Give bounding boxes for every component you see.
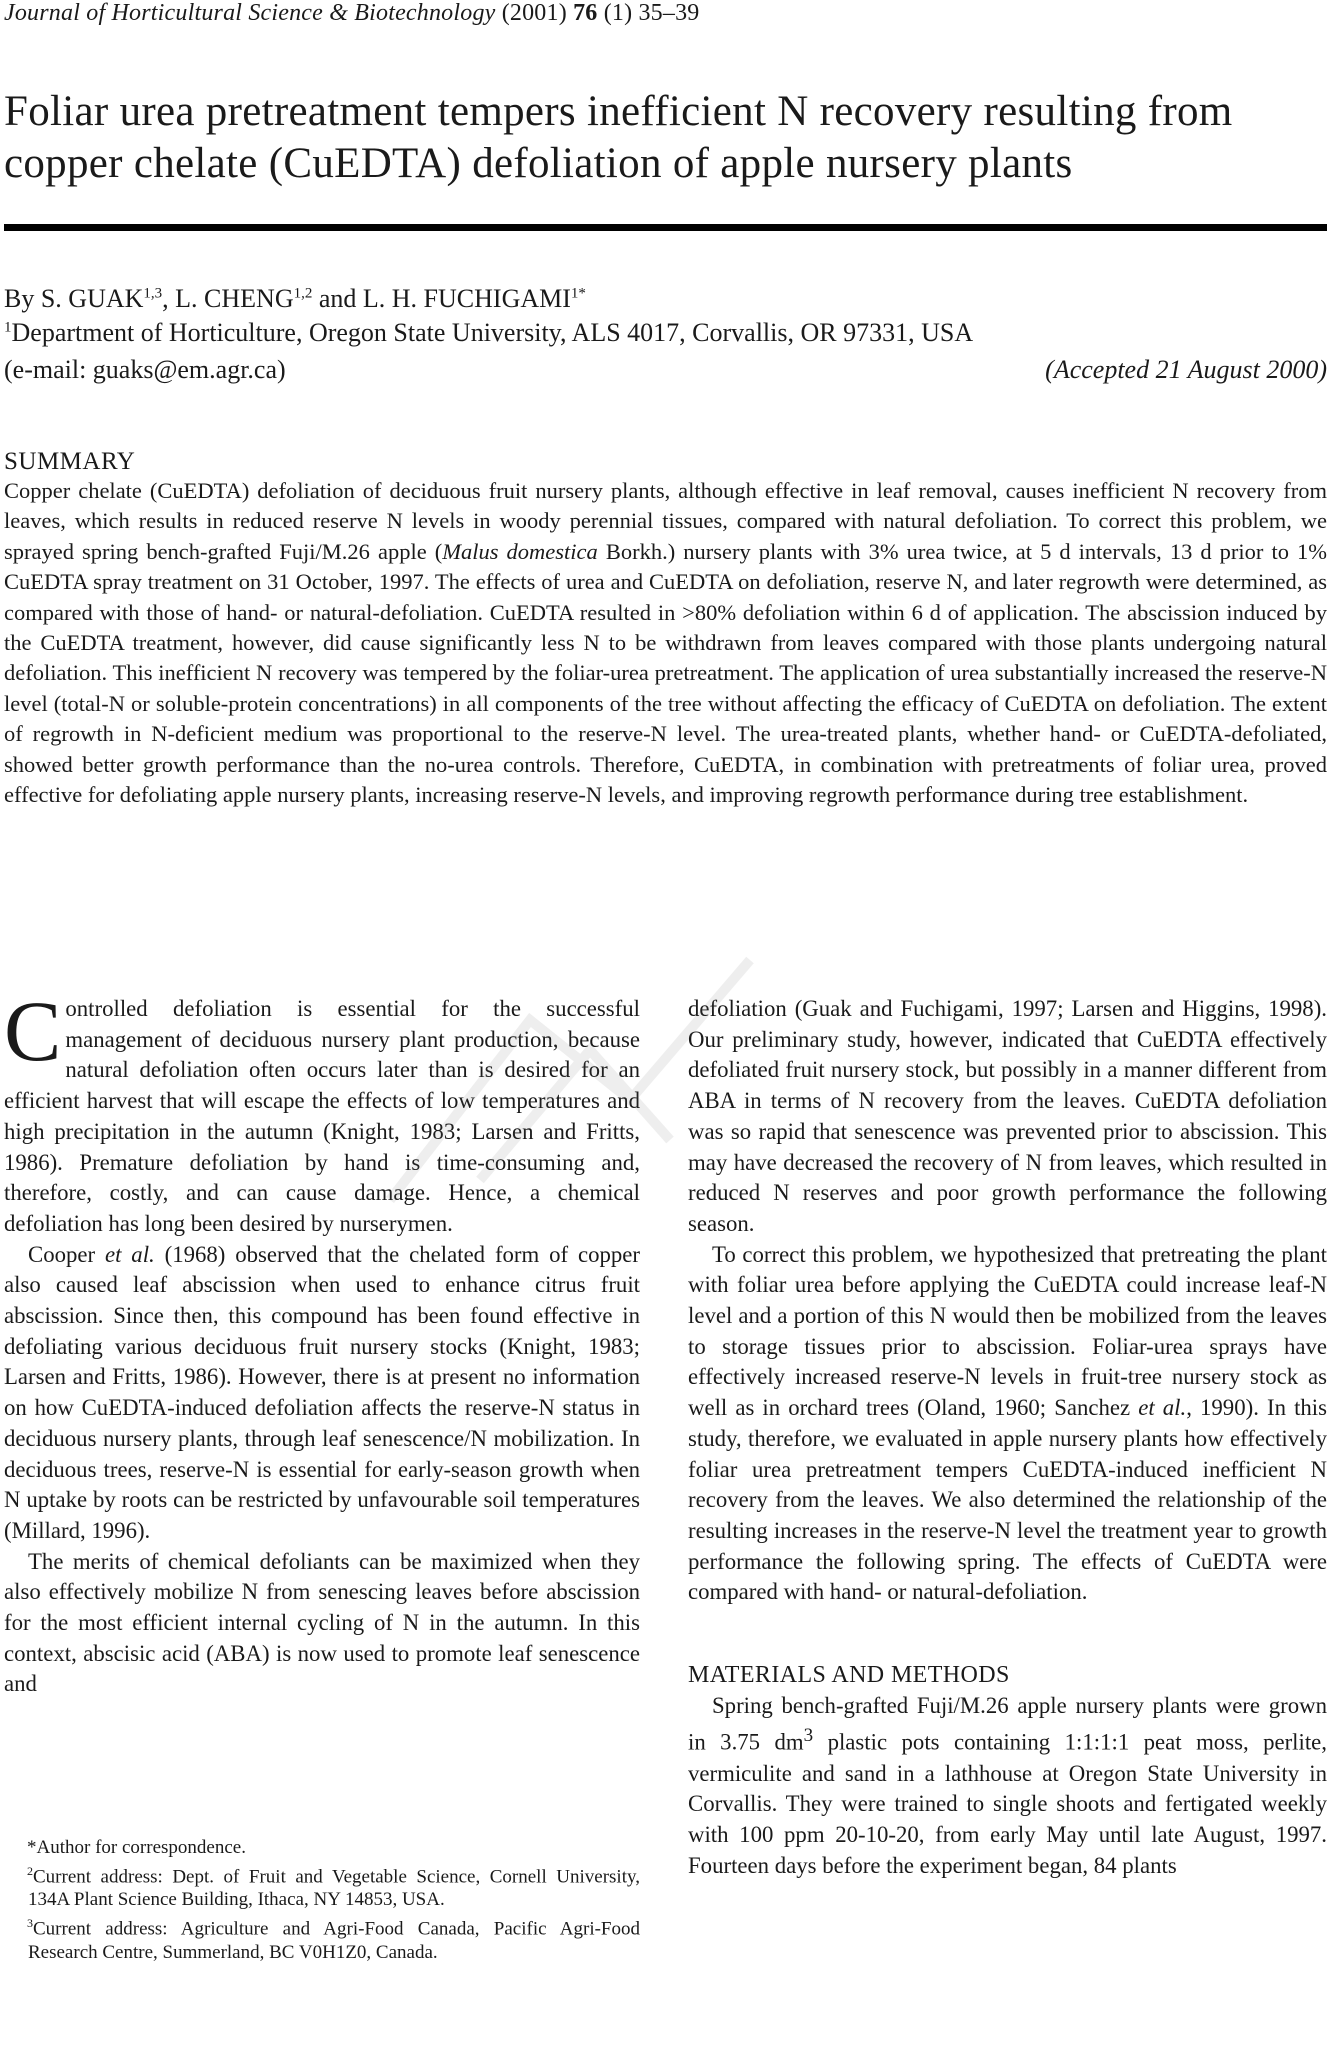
footnote-2-sup: 2 bbox=[27, 1863, 33, 1878]
intro-p5-etal: et al. bbox=[1138, 1395, 1187, 1421]
author-2: , L. CHENG bbox=[162, 284, 294, 313]
footnote-2-text: Current address: Dept. of Fruit and Vegetable Science, Cornell University, 134A Plant Science Building, Ithaca, NY 14853, USA. bbox=[28, 1865, 640, 1911]
methods-p1-sup: 3 bbox=[803, 1725, 814, 1747]
summary-species: Malus domestica bbox=[442, 538, 598, 564]
footnote-2 bbox=[4, 1860, 640, 1912]
intro-p2-b: (1968) observed that the chelated form of copper also caused leaf abscission when used to enhance citrus fruit abscission. Since then, this compound has been found effective in defoliating various deciduous fruit nursery stocks (Knight, 1983; Larsen and Fritts, 1986). However, there is at present no information on how CuEDTA-induced defoliation affects the reserve-N status in deciduous nursery plants, through leaf senescence/N mobilization. In deciduous trees, reserve-N is essential for early-season growth when N uptake by roots can be restricted by unfavourable soil temperatures (Millard, 1996). bbox=[4, 1241, 640, 1543]
methods-p1-b: plastic pots containing 1:1:1:1 peat moss, perlite, vermiculite and sand in a lathhouse at Oregon State University in Corvallis. They were trained to single shoots and fertigated weekly with 100 ppm 20-10-20, from early May until late August, 1997. Fourteen days before the experiment began, 84 plants bbox=[688, 1730, 1328, 1878]
drop-cap: C bbox=[4, 983, 62, 1079]
body-column-left bbox=[4, 983, 640, 1700]
article-title: Foliar urea pretreatment tempers inefficient N recovery resulting from copper chelate (CuEDTA) defoliation of apple nursery plants bbox=[4, 88, 1233, 187]
intro-paragraph-3: The merits of chemical defoliants can be maximized when they also effectively mobilize N from senescing leaves before abscission for the most efficient internal cycling of N in the autumn. In this context, abscisic acid (ABA) is now used to promote leaf senescence and bbox=[4, 1548, 640, 1697]
accepted-date: (Accepted 21 August 2000) bbox=[1045, 355, 1327, 384]
summary-text bbox=[4, 476, 1327, 810]
intro-paragraph-2 bbox=[4, 1240, 640, 1547]
intro-p5-a: To correct this problem, we hypothesized that pretreating the plant with foliar urea before applying the CuEDTA could increase leaf-N level and a portion of this N would then be mobilized from the leaves to storage tissues prior to abscission. Foliar-urea sprays have effectively increased reserve-N levels in fruit-tree nursery stock as well as in orchard trees (Oland, 1960; Sanchez bbox=[688, 1241, 1327, 1421]
running-head bbox=[4, 0, 700, 27]
intro-paragraph-5 bbox=[688, 1240, 1327, 1608]
body-column-right bbox=[688, 994, 1327, 1882]
affiliation-text: Department of Horticulture, Oregon State University, ALS 4017, Corvallis, OR 97331, USA bbox=[11, 318, 974, 347]
journal-year: (2001) bbox=[501, 0, 567, 26]
intro-p2-a: Cooper bbox=[28, 1241, 105, 1267]
footnote-3-text: Current address: Agriculture and Agri-Food Canada, Pacific Agri-Food Research Centre, Summerland, BC V0H1Z0, Canada. bbox=[28, 1918, 640, 1963]
affiliation bbox=[4, 318, 973, 348]
author-1-sup: 1,3 bbox=[143, 285, 163, 302]
journal-name: Journal of Horticultural Science & Biotechnology bbox=[4, 0, 496, 26]
author-2-sup: 1,2 bbox=[293, 285, 313, 302]
affiliation-sup: 1 bbox=[4, 319, 12, 336]
methods-paragraph-1 bbox=[688, 1691, 1327, 1882]
footnote-3-sup: 3 bbox=[27, 1915, 33, 1930]
intro-p5-b: , 1990). In this study, therefore, we evaluated in apple nursery plants how effectively foliar urea pretreatment tempers CuEDTA-induced inefficient N recovery from the leaves. We also determined the relationship of the resulting increases in the reserve-N level the treatment year to growth performance the following spring. The effects of CuEDTA were compared with hand- or natural-defoliation. bbox=[688, 1395, 1328, 1605]
footnotes bbox=[4, 1836, 640, 1964]
journal-volume: 76 bbox=[573, 0, 598, 26]
summary-part-1: Copper chelate (CuEDTA) defoliation of deciduous fruit nursery plants, although effective in leaf removal, causes inefficient N recovery from leaves, which results in reduced reserve N levels in woody perennial tissues, compared with natural defoliation. To correct this problem, we sprayed spring bench-grafted Fuji/M.26 apple ( bbox=[4, 478, 1327, 564]
footnote-3 bbox=[4, 1912, 640, 1964]
summary-part-2: Borkh.) nursery plants with 3% urea twice, at 5 d intervals, 13 d prior to 1% CuEDTA spray treatment on 31 October, 1997. The effects of urea and CuEDTA on defoliation, reserve N, and later regrowth were determined, as compared with those of hand- or natural-defoliation. CuEDTA resulted in >80% defoliation within 6 d of application. The abscission induced by the CuEDTA treatment, however, did cause significantly less N to be withdrawn from leaves compared with those plants undergoing natural defoliation. This inefficient N recovery was tempered by the foliar-urea pretreatment. The application of urea substantially increased the reserve-N level (total-N or soluble-protein concentrations) in all components of the tree without affecting the efficacy of CuEDTA on defoliation. The extent of regrowth in N-deficient medium was proportional to the reserve-N level. The urea-treated plants, whether hand- or CuEDTA-defoliated, showed better growth performance than the no-urea controls. Therefore, CuEDTA, in combination with pretreatments of foliar urea, proved effective for defoliating apple nursery plants, increasing reserve-N levels, and improving regrowth performance during tree establishment. bbox=[4, 538, 1327, 808]
journal-issue-pages: (1) 35–39 bbox=[603, 0, 700, 26]
summary-heading: SUMMARY bbox=[4, 448, 136, 475]
methods-p1-a: Spring bench-grafted Fuji/M.26 apple nursery plants were grown in 3.75 dm bbox=[688, 1692, 1327, 1756]
author-3-sup: 1* bbox=[570, 285, 586, 302]
author-byline bbox=[4, 284, 586, 314]
title-rule bbox=[4, 224, 1327, 231]
author-1: By S. GUAK bbox=[4, 284, 144, 313]
intro-p2-etal: et al. bbox=[104, 1241, 155, 1267]
methods-heading: MATERIALS AND METHODS bbox=[688, 1662, 1010, 1689]
intro-paragraph-4: defoliation (Guak and Fuchigami, 1997; Larsen and Higgins, 1998). Our preliminary study, however, indicated that CuEDTA effectively defoliated fruit nursery stock, but possibly in a manner different from ABA in terms of N recovery from the leaves. CuEDTA defoliation was so rapid that senescence was prevented prior to abscission. This may have decreased the recovery of N from leaves, which resulted in reduced N reserves and poor growth performance the following season. bbox=[688, 996, 1327, 1236]
email-accepted-row bbox=[4, 355, 1327, 385]
intro-paragraph-1 bbox=[4, 983, 640, 1240]
intro-p1-text: ontrolled defoliation is essential for the successful management of deciduous nursery plant production, because natural defoliation often occurs later than is desired for an efficient harvest that will escape the effects of low temperatures and high precipitation in the autumn (Knight, 1983; Larsen and Fritts, 1986). Premature defoliation by hand is time-consuming and, therefore, costly, and can cause damage. Hence, a chemical defoliation has long been desired by nurserymen. bbox=[4, 996, 640, 1236]
email: (e-mail: guaks@em.agr.ca) bbox=[4, 355, 286, 384]
footnote-1: *Author for correspondence. bbox=[27, 1837, 246, 1858]
author-3: and L. H. FUCHIGAMI bbox=[312, 284, 571, 313]
